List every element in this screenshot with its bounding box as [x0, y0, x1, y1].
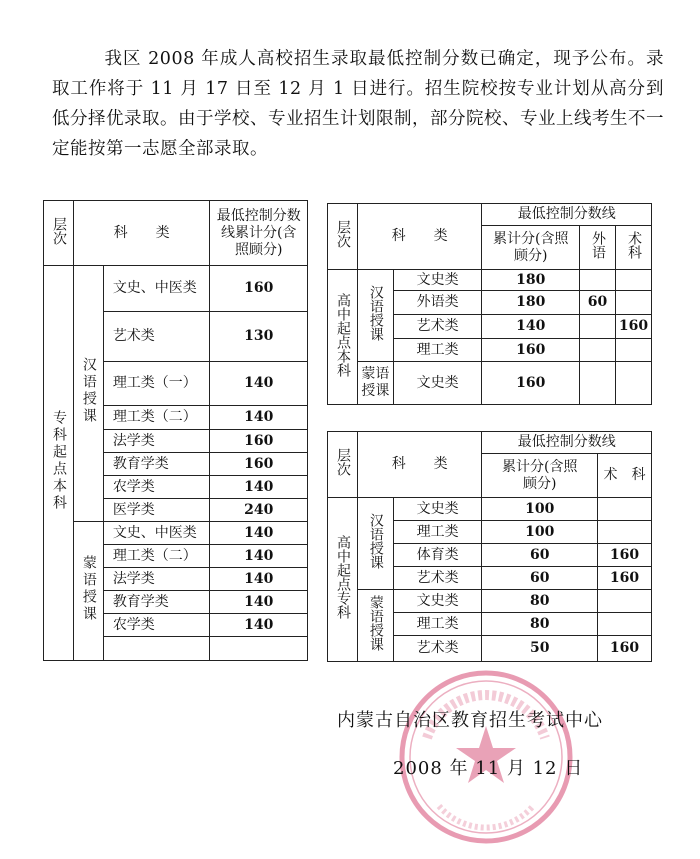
header-art: 术 科 [598, 454, 652, 498]
subject-cell: 医学类 [103, 499, 210, 522]
subject-cell [103, 637, 210, 661]
lang-cell [580, 362, 616, 405]
subject-cell: 理工类 [393, 613, 482, 636]
subject-cell: 文史、中医类 [103, 522, 210, 545]
subject-cell: 体育类 [393, 544, 482, 567]
group-han: 汉语授课 [73, 266, 103, 522]
art-cell: 160 [598, 636, 652, 662]
header-level: 层次 [328, 204, 358, 270]
art-cell [598, 521, 652, 544]
subject-cell: 理工类 [393, 339, 482, 362]
total-cell: 50 [482, 636, 598, 662]
subject-cell: 文史类 [393, 362, 482, 405]
subject-cell: 艺术类 [393, 315, 482, 339]
total-cell: 60 [482, 544, 598, 567]
score-cell: 140 [210, 545, 308, 568]
lang-cell [580, 315, 616, 339]
header-level: 层次 [328, 432, 358, 498]
art-cell [598, 613, 652, 636]
subject-cell: 艺术类 [393, 567, 482, 590]
subject-cell: 教育学类 [103, 591, 210, 614]
score-cell: 140 [210, 476, 308, 499]
subject-cell: 文史类 [393, 270, 482, 291]
art-cell [616, 270, 652, 291]
subject-cell: 法学类 [103, 430, 210, 453]
total-cell: 80 [482, 613, 598, 636]
total-cell: 160 [482, 362, 580, 405]
score-cell [210, 637, 308, 661]
score-cell: 140 [210, 614, 308, 637]
group-han: 汉语授课 [357, 498, 393, 590]
score-cell: 140 [210, 522, 308, 545]
subject-cell: 农学类 [103, 614, 210, 637]
group-meng: 蒙语授课 [357, 590, 393, 662]
score-cell: 140 [210, 362, 308, 406]
total-cell: 140 [482, 315, 580, 339]
table-college-from-high-school [327, 431, 652, 662]
art-cell: 160 [598, 567, 652, 590]
lang-cell [580, 270, 616, 291]
lang-cell: 60 [580, 291, 616, 315]
level-cell: 专科起点本科 [44, 266, 74, 661]
header-level: 层次 [44, 201, 74, 266]
art-cell: 160 [598, 544, 652, 567]
level-cell: 高中起点专科 [328, 498, 358, 662]
total-cell: 180 [482, 270, 580, 291]
lang-cell [580, 339, 616, 362]
subject-cell: 理工类 [393, 521, 482, 544]
header-subject: 科 类 [73, 201, 210, 266]
subject-cell: 艺术类 [393, 636, 482, 662]
total-cell: 100 [482, 521, 598, 544]
art-cell: 160 [616, 315, 652, 339]
score-cell: 130 [210, 312, 308, 362]
art-cell [598, 498, 652, 521]
notice-paragraph: 我区 2008 年成人高校招生录取最低控制分数已确定，现予公布。录取工作将于 11 月 17 日至 12 月 1 日进行。招生院校按专业计划从高分到低分择优录取。由于学校、专业招生计划限制，部分院校、专业上线考生不一定能按第一志愿全部录取。 [52, 49, 664, 159]
subject-cell: 文史、中医类 [103, 266, 210, 312]
total-cell: 100 [482, 498, 598, 521]
total-cell: 180 [482, 291, 580, 315]
art-cell [616, 291, 652, 315]
subject-cell: 文史类 [393, 498, 482, 521]
subject-cell: 艺术类 [103, 312, 210, 362]
art-cell [598, 590, 652, 613]
score-cell: 160 [210, 266, 308, 312]
total-cell: 60 [482, 567, 598, 590]
header-score: 最低控制分数线累计分(含照顾分) [210, 201, 308, 266]
level-cell: 高中起点本科 [328, 270, 358, 405]
header-main: 最低控制分数线 [482, 432, 652, 454]
table-undergrad-from-high-school [327, 203, 652, 405]
header-lang: 外语 [580, 226, 616, 270]
subject-cell: 农学类 [103, 476, 210, 499]
score-cell: 140 [210, 406, 308, 430]
header-main: 最低控制分数线 [482, 204, 652, 226]
subject-cell: 理工类（二） [103, 545, 210, 568]
header-subject: 科 类 [357, 432, 482, 498]
score-cell: 160 [210, 453, 308, 476]
subject-cell: 理工类（二） [103, 406, 210, 430]
header-total: 累计分(含照顾分) [482, 226, 580, 270]
group-meng: 蒙语授课 [357, 362, 393, 405]
total-cell: 80 [482, 590, 598, 613]
subject-cell: 教育学类 [103, 453, 210, 476]
table-undergrad-from-junior-college [43, 200, 308, 661]
subject-cell: 文史类 [393, 590, 482, 613]
art-cell [616, 339, 652, 362]
issue-date: 2008 年 11 月 12 日 [393, 758, 584, 779]
header-total: 累计分(含照顾分) [482, 454, 598, 498]
score-cell: 140 [210, 591, 308, 614]
header-subject: 科 类 [357, 204, 482, 270]
score-cell: 160 [210, 430, 308, 453]
subject-cell: 理工类（一） [103, 362, 210, 406]
group-han: 汉语授课 [357, 270, 393, 362]
header-art: 术科 [616, 226, 652, 270]
group-meng: 蒙语授课 [73, 522, 103, 661]
total-cell: 160 [482, 339, 580, 362]
score-cell: 140 [210, 568, 308, 591]
subject-cell: 法学类 [103, 568, 210, 591]
art-cell [616, 362, 652, 405]
score-cell: 240 [210, 499, 308, 522]
issuing-organization: 内蒙古自治区教育招生考试中心 [337, 710, 603, 731]
subject-cell: 外语类 [393, 291, 482, 315]
